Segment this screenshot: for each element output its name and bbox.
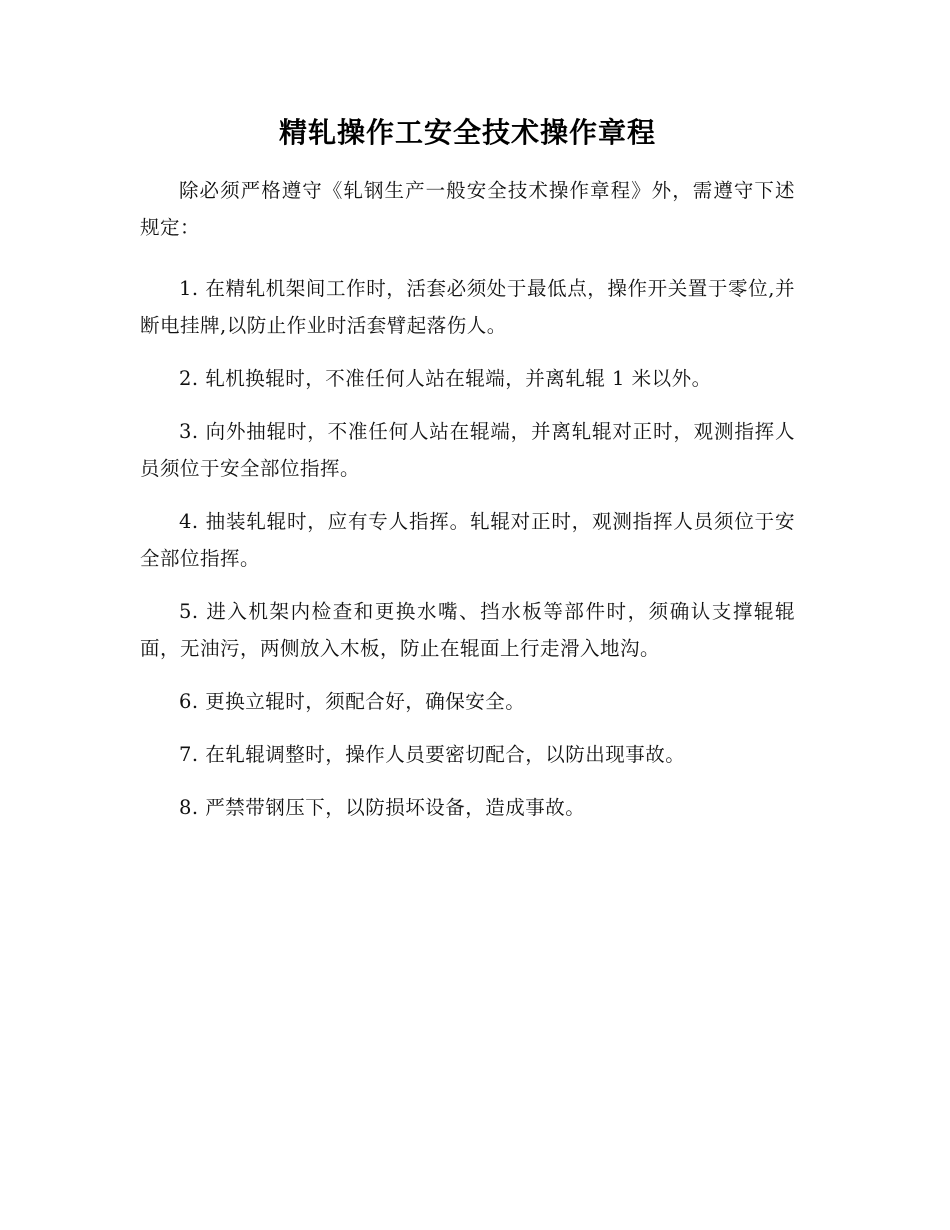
rule-paragraph-8: 8. 严禁带钢压下，以防损坏设备，造成事故。	[179, 796, 586, 819]
intro-paragraph: 除必须严格遵守《轧钢生产一般安全技术操作章程》外，需遵守下述规定：	[140, 179, 795, 239]
page-title: 精轧操作工安全技术操作章程	[278, 116, 656, 149]
document-body	[140, 108, 795, 842]
rule-paragraph-1: 1. 在精轧机架间工作时，活套必须处于最低点，操作开关置于零位,并断电挂牌,以防止作业时活套臂起落伤人。	[140, 277, 795, 337]
rule-paragraph-6: 6. 更换立辊时，须配合好，确保安全。	[179, 690, 526, 713]
rule-paragraph-2: 2. 轧机换辊时，不准任何人站在辊端，并离轧辊 1 米以外。	[179, 367, 712, 390]
rule-paragraph-5: 5. 进入机架内检查和更换水嘴、挡水板等部件时，须确认支撑辊辊面，无油污，两侧放入木板，防止在辊面上行走滑入地沟。	[140, 600, 795, 660]
rule-paragraph-3: 3. 向外抽辊时，不准任何人站在辊端，并离轧辊对正时，观测指挥人员须位于安全部位指挥。	[140, 420, 795, 480]
rule-paragraph-7: 7. 在轧辊调整时，操作人员要密切配合，以防出现事故。	[179, 743, 686, 766]
rule-paragraph-4: 4. 抽装轧辊时，应有专人指挥。轧辊对正时，观测指挥人员须位于安全部位指挥。	[140, 510, 795, 570]
